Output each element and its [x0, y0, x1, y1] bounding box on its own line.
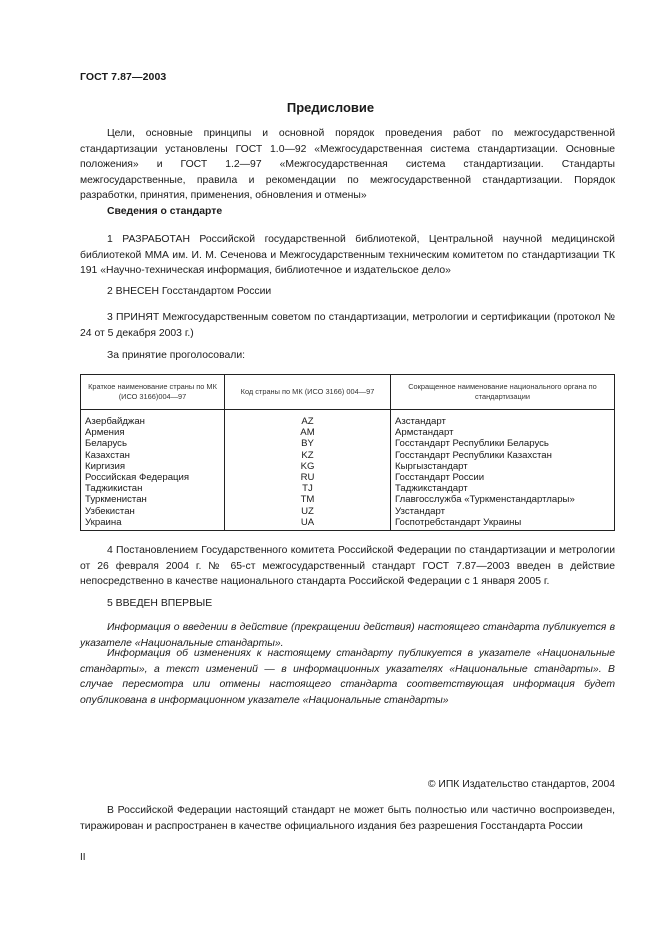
country-name: Казахстан: [81, 450, 225, 461]
info-italic-enactment: Информация о введении в действие (прекращении действия) настоящего стандарта публикуется в указателе «Национальные стандарты».: [80, 622, 615, 649]
table-row: [81, 461, 615, 472]
country-code: AZ: [225, 410, 391, 428]
item-4-enacted: 4 Постановлением Государственного комитета Российской Федерации по стандартизации и метрологии от 26 февраля 2004 г. № 65-ст межгосударственный стандарт ГОСТ 7.87—2003 введен в действие непосредственно в качестве национального стандарта Российской Федерации с 1 января 2005 г.: [80, 545, 615, 588]
table-row: [81, 483, 615, 494]
header-country-name: Краткое наименование страны по МК (ИСО 3166)004—97: [81, 375, 225, 410]
table-row: [81, 472, 615, 483]
country-name: Киргизия: [81, 461, 225, 472]
country-code: AM: [225, 427, 391, 438]
country-code: RU: [225, 472, 391, 483]
country-code: KG: [225, 461, 391, 472]
standards-body: Госстандарт Республики Казахстан: [391, 450, 615, 461]
reproduction-notice: В Российской Федерации настоящий стандарт не может быть полностью или частично воспроизведен, тиражирован и распространен в качестве официального издания без разрешения Госстандарта России: [80, 805, 615, 832]
country-name: Туркменистан: [81, 494, 225, 505]
country-name: Таджикистан: [81, 483, 225, 494]
country-name: Узбекистан: [81, 506, 225, 517]
vote-table: [80, 374, 615, 531]
country-code: BY: [225, 438, 391, 449]
standards-body: Госстандарт России: [391, 472, 615, 483]
country-code: KZ: [225, 450, 391, 461]
country-name: Беларусь: [81, 438, 225, 449]
page-number: II: [80, 852, 86, 863]
standards-body: Таджикстандарт: [391, 483, 615, 494]
table-row: [81, 506, 615, 517]
info-italic-changes: Информация об изменениях к настоящему стандарту публикуется в указателе «Национальные стандарты», а текст изменений — в информационных указателях «Национальные стандарты». В случае пересмотра или отмены настоящего стандарта соответствующая информация будет опубликована в информационном указателе «Национальные стандарты»: [80, 648, 615, 706]
header-standards-body: Сокращенное наименование национального органа по стандартизации: [391, 375, 615, 410]
info-heading: Сведения о стандарте: [107, 206, 223, 217]
table-row: [81, 494, 615, 505]
standards-body: Азстандарт: [391, 410, 615, 428]
table-row: [81, 427, 615, 438]
table-row: [81, 410, 615, 428]
country-name: Украина: [81, 517, 225, 531]
standards-body: Армстандарт: [391, 427, 615, 438]
copyright-line: © ИПК Издательство стандартов, 2004: [427, 779, 615, 790]
document-code-header: ГОСТ 7.87—2003: [80, 71, 167, 83]
standards-body: Госпотребстандарт Украины: [391, 517, 615, 531]
intro-paragraph: Цели, основные принципы и основной порядок проведения работ по межгосударственной стандартизации установлены ГОСТ 1.0—92 «Межгосударственная система стандартизации. Основные положения» и ГОСТ 1.2—97 «Межгосударственная система стандартизации. Стандарты межгосударственные, правила и рекомендации по межгосударственной стандартизации. Порядок разработки, принятия, применения, обновления и отмены»: [80, 128, 615, 202]
standards-body: Кыргызстандарт: [391, 461, 615, 472]
standards-body: Госстандарт Республики Беларусь: [391, 438, 615, 449]
vote-table-header-row: [81, 375, 615, 410]
country-code: TJ: [225, 483, 391, 494]
item-3-adopted: 3 ПРИНЯТ Межгосударственным советом по стандартизации, метрологии и сертификации (протокол № 24 от 5 декабря 2003 г.): [80, 312, 615, 339]
page-title: Предисловие: [286, 100, 375, 115]
table-row: [81, 517, 615, 531]
item-1-developed: 1 РАЗРАБОТАН Российской государственной библиотекой, Центральной научной медицинской библиотекой ММА им. И. М. Сеченова и Межгосударственным техническим комитетом по стандартизации ТК 191 «Научно-техническая информация, библиотечное и издательское дело»: [80, 234, 615, 277]
header-country-code: Код страны по МК (ИСО 3166) 004—97: [225, 375, 391, 410]
voted-label: За принятие проголосовали:: [107, 350, 246, 361]
table-row: [81, 438, 615, 449]
item-5-introduced: 5 ВВЕДЕН ВПЕРВЫЕ: [107, 598, 213, 609]
country-code: UZ: [225, 506, 391, 517]
table-row: [81, 450, 615, 461]
standards-body: Узстандарт: [391, 506, 615, 517]
standards-body: Главгосслужба «Туркменстандартлары»: [391, 494, 615, 505]
item-2-submitted: 2 ВНЕСЕН Госстандартом России: [107, 286, 272, 297]
country-code: TM: [225, 494, 391, 505]
country-name: Азербайджан: [81, 410, 225, 428]
country-name: Армения: [81, 427, 225, 438]
country-code: UA: [225, 517, 391, 531]
country-name: Российская Федерация: [81, 472, 225, 483]
